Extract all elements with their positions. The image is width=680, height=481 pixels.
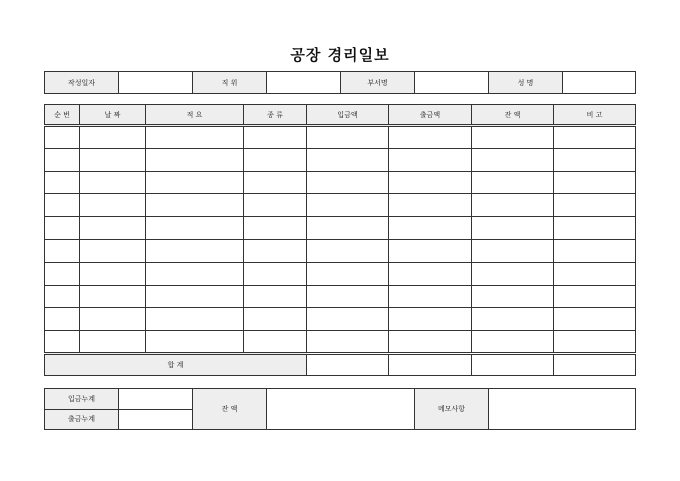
cell-type[interactable] (244, 217, 307, 240)
expense-total-label: 출금누계 (45, 409, 119, 430)
department-field[interactable] (415, 72, 489, 94)
cell-income[interactable] (307, 148, 389, 171)
cell-no[interactable] (45, 285, 80, 308)
cell-type[interactable] (244, 239, 307, 262)
table-row (45, 194, 636, 217)
cell-type[interactable] (244, 126, 307, 149)
cell-type[interactable] (244, 171, 307, 194)
header-note: 비 고 (554, 105, 636, 126)
cell-type[interactable] (244, 148, 307, 171)
table-row (45, 126, 636, 149)
cell-expense[interactable] (389, 126, 472, 149)
cell-expense[interactable] (389, 194, 472, 217)
cell-note[interactable] (554, 308, 636, 331)
summary-table (44, 388, 636, 430)
cell-income[interactable] (307, 262, 389, 285)
table-row (45, 331, 636, 354)
cell-expense[interactable] (389, 262, 472, 285)
total-row (45, 353, 636, 375)
table-row (45, 239, 636, 262)
author-date-field[interactable] (119, 72, 193, 94)
position-field[interactable] (267, 72, 341, 94)
cell-note[interactable] (554, 126, 636, 149)
cell-no[interactable] (45, 308, 80, 331)
cell-expense[interactable] (389, 171, 472, 194)
cell-date[interactable] (80, 148, 146, 171)
cell-balance[interactable] (472, 194, 554, 217)
cell-type[interactable] (244, 285, 307, 308)
header-date: 날 짜 (80, 105, 146, 126)
page-title: 공장 경리일보 (290, 46, 390, 64)
header-income: 입금액 (307, 105, 389, 126)
cell-no[interactable] (45, 148, 80, 171)
memo-field[interactable] (489, 389, 636, 430)
header-expense: 출금액 (389, 105, 472, 126)
name-field[interactable] (563, 72, 636, 94)
cell-type[interactable] (244, 194, 307, 217)
cell-note[interactable] (554, 194, 636, 217)
memo-label: 메모사항 (415, 389, 489, 430)
ledger-header-row (45, 105, 636, 126)
position-label: 직 위 (193, 72, 267, 94)
cell-date[interactable] (80, 217, 146, 240)
cell-type[interactable] (244, 308, 307, 331)
cell-date[interactable] (80, 285, 146, 308)
table-row (45, 148, 636, 171)
income-total-field[interactable] (119, 389, 193, 410)
cell-balance[interactable] (472, 262, 554, 285)
balance-label: 잔 액 (193, 389, 267, 430)
cell-note[interactable] (554, 148, 636, 171)
info-table (44, 71, 636, 94)
header-type: 종 류 (244, 105, 307, 126)
table-row (45, 217, 636, 240)
total-balance-cell[interactable] (472, 353, 554, 375)
cell-note[interactable] (554, 331, 636, 354)
cell-income[interactable] (307, 331, 389, 354)
header-no: 순 번 (45, 105, 80, 126)
cell-date[interactable] (80, 331, 146, 354)
cell-date[interactable] (80, 308, 146, 331)
table-row (45, 285, 636, 308)
department-label: 부서명 (341, 72, 415, 94)
cell-summary[interactable] (146, 308, 244, 331)
total-label: 합 계 (45, 353, 307, 375)
cell-note[interactable] (554, 239, 636, 262)
cell-no[interactable] (45, 262, 80, 285)
cell-income[interactable] (307, 217, 389, 240)
cell-expense[interactable] (389, 331, 472, 354)
cell-date[interactable] (80, 171, 146, 194)
cell-no[interactable] (45, 126, 80, 149)
cell-summary[interactable] (146, 148, 244, 171)
cell-no[interactable] (45, 239, 80, 262)
balance-field[interactable] (267, 389, 415, 430)
cell-balance[interactable] (472, 171, 554, 194)
cell-expense[interactable] (389, 308, 472, 331)
total-income-cell[interactable] (307, 353, 389, 375)
cell-balance[interactable] (472, 331, 554, 354)
cell-summary[interactable] (146, 217, 244, 240)
income-total-label: 입금누계 (45, 389, 119, 410)
cell-income[interactable] (307, 308, 389, 331)
cell-balance[interactable] (472, 308, 554, 331)
cell-expense[interactable] (389, 148, 472, 171)
cell-no[interactable] (45, 331, 80, 354)
cell-summary[interactable] (146, 262, 244, 285)
cell-expense[interactable] (389, 285, 472, 308)
cell-note[interactable] (554, 217, 636, 240)
cell-note[interactable] (554, 262, 636, 285)
cell-no[interactable] (45, 171, 80, 194)
cell-balance[interactable] (472, 126, 554, 149)
cell-note[interactable] (554, 285, 636, 308)
cell-expense[interactable] (389, 239, 472, 262)
expense-total-field[interactable] (119, 409, 193, 430)
total-note-cell[interactable] (554, 353, 636, 375)
cell-summary[interactable] (146, 194, 244, 217)
table-row (45, 308, 636, 331)
cell-expense[interactable] (389, 217, 472, 240)
cell-date[interactable] (80, 239, 146, 262)
cell-summary[interactable] (146, 239, 244, 262)
cell-note[interactable] (554, 171, 636, 194)
ledger-table (44, 104, 636, 376)
cell-no[interactable] (45, 194, 80, 217)
author-date-label: 작성일자 (45, 72, 119, 94)
cell-date[interactable] (80, 126, 146, 149)
cell-type[interactable] (244, 262, 307, 285)
table-row (45, 171, 636, 194)
cell-type[interactable] (244, 331, 307, 354)
cell-income[interactable] (307, 285, 389, 308)
table-row (45, 262, 636, 285)
cell-summary[interactable] (146, 331, 244, 354)
cell-summary[interactable] (146, 171, 244, 194)
cell-balance[interactable] (472, 217, 554, 240)
cell-balance[interactable] (472, 148, 554, 171)
cell-income[interactable] (307, 171, 389, 194)
cell-date[interactable] (80, 194, 146, 217)
name-label: 성 명 (489, 72, 563, 94)
header-summary: 적 요 (146, 105, 244, 126)
cell-no[interactable] (45, 217, 80, 240)
total-expense-cell[interactable] (389, 353, 472, 375)
cell-summary[interactable] (146, 126, 244, 149)
cell-income[interactable] (307, 126, 389, 149)
cell-income[interactable] (307, 194, 389, 217)
header-balance: 잔 액 (472, 105, 554, 126)
cell-balance[interactable] (472, 239, 554, 262)
cell-date[interactable] (80, 262, 146, 285)
cell-income[interactable] (307, 239, 389, 262)
cell-summary[interactable] (146, 285, 244, 308)
cell-balance[interactable] (472, 285, 554, 308)
